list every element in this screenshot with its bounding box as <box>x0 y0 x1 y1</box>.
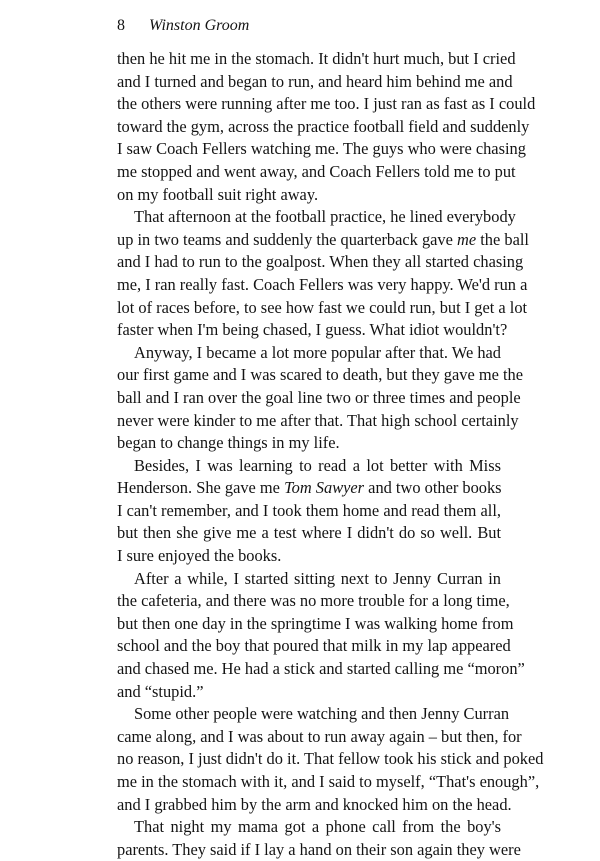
text-line <box>117 477 501 500</box>
text-line: but then she give me a test where I didn't do so well. But <box>117 523 501 543</box>
text-line: the cafeteria, and there was no more trouble for a long time, <box>117 591 510 611</box>
text-line: our first game and I was scared to death, but they gave me the <box>117 365 523 385</box>
body-text <box>117 48 544 861</box>
text-run: Henderson. She gave me <box>117 478 280 498</box>
text-line: I saw Coach Fellers watching me. The guys who were chasing <box>117 139 526 159</box>
text-line: school and the boy that poured that milk in my lap appeared <box>117 636 511 656</box>
text-line: Some other people were watching and then Jenny Curran <box>134 704 510 724</box>
text-line: That night my mama got a phone call from the boy's <box>134 817 501 837</box>
text-line: but then one day in the springtime I was walking home from <box>117 613 514 633</box>
text-line: and I had to run to the goalpost. When they all started chasing <box>117 252 524 272</box>
text-line: lot of races before, to see how fast we could run, but I get a lot <box>117 297 528 317</box>
text-run: and two other books <box>368 478 502 498</box>
text-line: and I turned and began to run, and heard him behind me and <box>117 71 513 91</box>
text-line: parents. They said if I lay a hand on their son again they were <box>117 839 521 859</box>
book-title-tom-sawyer: Tom Sawyer <box>284 478 365 498</box>
text-line: came along, and I was about to run away again – but then, for <box>117 726 522 746</box>
text-line: me in the stomach with it, and I said to myself, “That's enough”, <box>117 772 540 791</box>
text-line: on my football suit right away. <box>117 184 319 204</box>
text-line: I can't remember, and I took them home and read them all, <box>117 500 501 520</box>
text-line: began to change things in my life. <box>117 433 340 453</box>
text-line: then he hit me in the stomach. It didn't hurt much, but I cried <box>117 49 516 68</box>
running-head <box>117 16 249 36</box>
text-line: me, I ran really fast. Coach Fellers was very happy. We'd run a <box>117 274 528 294</box>
text-line <box>117 229 529 252</box>
text-line: I sure enjoyed the books. <box>117 546 282 566</box>
text-run: the ball <box>480 229 529 249</box>
text-line: Besides, I was learning to read a lot better with Miss <box>134 455 501 475</box>
text-line: and chased me. He had a stick and started calling me “moron” <box>117 659 525 679</box>
text-line: faster when I'm being chased, I guess. What idiot wouldn't? <box>117 320 508 340</box>
text-line: the others were running after me too. I just ran as fast as I could <box>117 94 536 114</box>
text-line: no reason, I just didn't do it. That fellow took his stick and poked <box>117 749 544 769</box>
text-line: That afternoon at the football practice, he lined everybody <box>134 207 516 227</box>
text-line: and “stupid.” <box>117 681 204 701</box>
text-line: Anyway, I became a lot more popular after that. We had <box>134 342 501 362</box>
text-line: never were kinder to me after that. That high school certainly <box>117 410 519 430</box>
running-title: Winston Groom <box>149 17 250 34</box>
text-line: me stopped and went away, and Coach Fellers told me to put <box>117 161 516 181</box>
text-line: and I grabbed him by the arm and knocked him on the head. <box>117 794 512 814</box>
emphasis-me: me <box>457 229 477 249</box>
page-number: 8 <box>117 17 125 34</box>
text-line: toward the gym, across the practice football field and suddenly <box>117 116 530 136</box>
text-run: up in two teams and suddenly the quarterback gave <box>117 229 453 249</box>
text-line: After a while, I started sitting next to Jenny Curran in <box>134 568 501 588</box>
text-line: ball and I ran over the goal line two or three times and people <box>117 387 521 407</box>
